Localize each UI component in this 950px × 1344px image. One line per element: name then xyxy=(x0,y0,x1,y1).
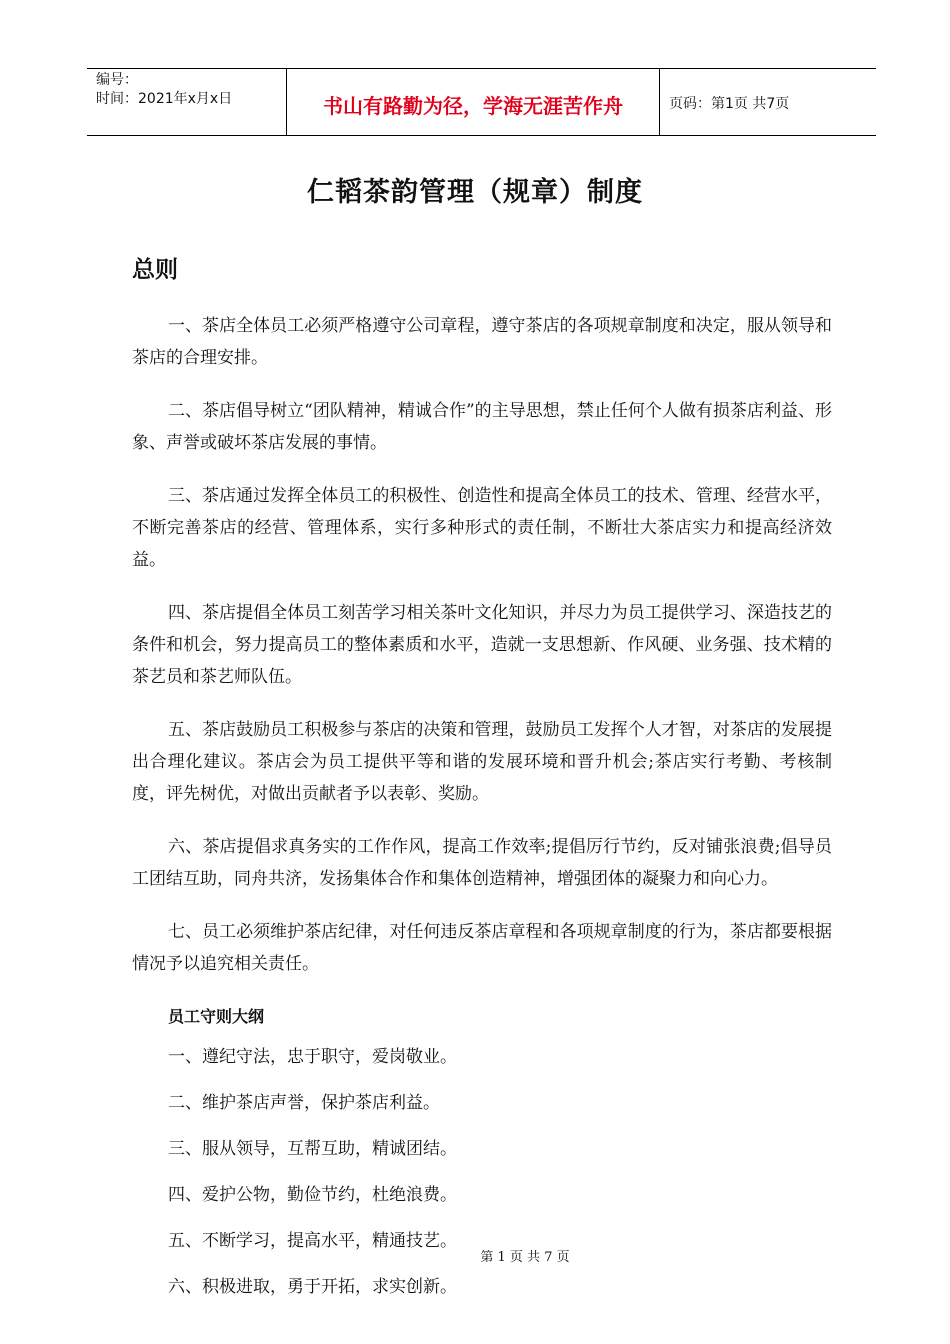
rules-list xyxy=(132,1041,832,1317)
paragraph: 一、茶店全体员工必须严格遵守公司章程，遵守茶店的各项规章制度和决定，服从领导和茶店的合理安排。 xyxy=(132,316,832,368)
section-title: 总则 xyxy=(132,257,178,283)
list-item: 一、遵纪守法，忠于职守，爱岗敬业。 xyxy=(168,1047,457,1067)
header-page-info: 页码：第1页 共7页 xyxy=(669,96,790,112)
subsection-title: 员工守则大纲 xyxy=(168,1007,265,1026)
list-item: 六、积极进取，勇于开拓，求实创新。 xyxy=(168,1277,457,1297)
document-title: 仁韬茶韵管理（规章）制度 xyxy=(307,177,643,208)
list-item: 二、维护茶店声誉，保护茶店利益。 xyxy=(168,1093,440,1113)
paragraph: 五、茶店鼓励员工积极参与茶店的决策和管理，鼓励员工发挥个人才智，对茶店的发展提出合理化建议。茶店会为员工提供平等和谐的发展环境和晋升机会;茶店实行考勤、考核制度，评先树优，对做出贡献者予以表彰、奖励。 xyxy=(132,720,832,804)
paragraph: 四、茶店提倡全体员工刻苦学习相关茶叶文化知识，并尽力为员工提供学习、深造技艺的条件和机会，努力提高员工的整体素质和水平，造就一支思想新、作风硬、业务强、技术精的茶艺员和茶艺师队伍。 xyxy=(132,603,832,687)
header-motto: 书山有路勤为径，学海无涯苦作舟 xyxy=(287,69,660,135)
page-header-table xyxy=(87,68,876,136)
paragraph: 六、茶店提倡求真务实的工作作风，提高工作效率;提倡厉行节约，反对铺张浪费;倡导员工团结互助，同舟共济，发扬集体合作和集体创造精神，增强团体的凝聚力和向心力。 xyxy=(132,837,832,889)
paragraph: 二、茶店倡导树立“团队精神，精诚合作”的主导思想，禁止任何个人做有损茶店利益、形象、声誉或破坏茶店发展的事情。 xyxy=(132,401,832,453)
list-item: 五、不断学习，提高水平，精通技艺。 xyxy=(168,1231,457,1251)
time-label: 时间：2021年x月x日 xyxy=(96,91,233,107)
paragraph: 七、员工必须维护茶店纪律，对任何违反茶店章程和各项规章制度的行为，茶店都要根据情况予以追究相关责任。 xyxy=(132,922,832,974)
paragraph: 三、茶店通过发挥全体员工的积极性、创造性和提高全体员工的技术、管理、经营水平，不断完善茶店的经营、管理体系，实行多种形式的责任制，不断壮大茶店实力和提高经济效益。 xyxy=(132,486,832,570)
document-body xyxy=(132,310,832,1317)
number-label: 编号： xyxy=(96,72,138,88)
list-item: 三、服从领导，互帮互助，精诚团结。 xyxy=(168,1139,457,1159)
header-meta-cell xyxy=(87,69,287,135)
list-item: 四、爱护公物，勤俭节约，杜绝浪费。 xyxy=(168,1185,457,1205)
page-footer: 第 1 页 共 7 页 xyxy=(480,1250,570,1265)
